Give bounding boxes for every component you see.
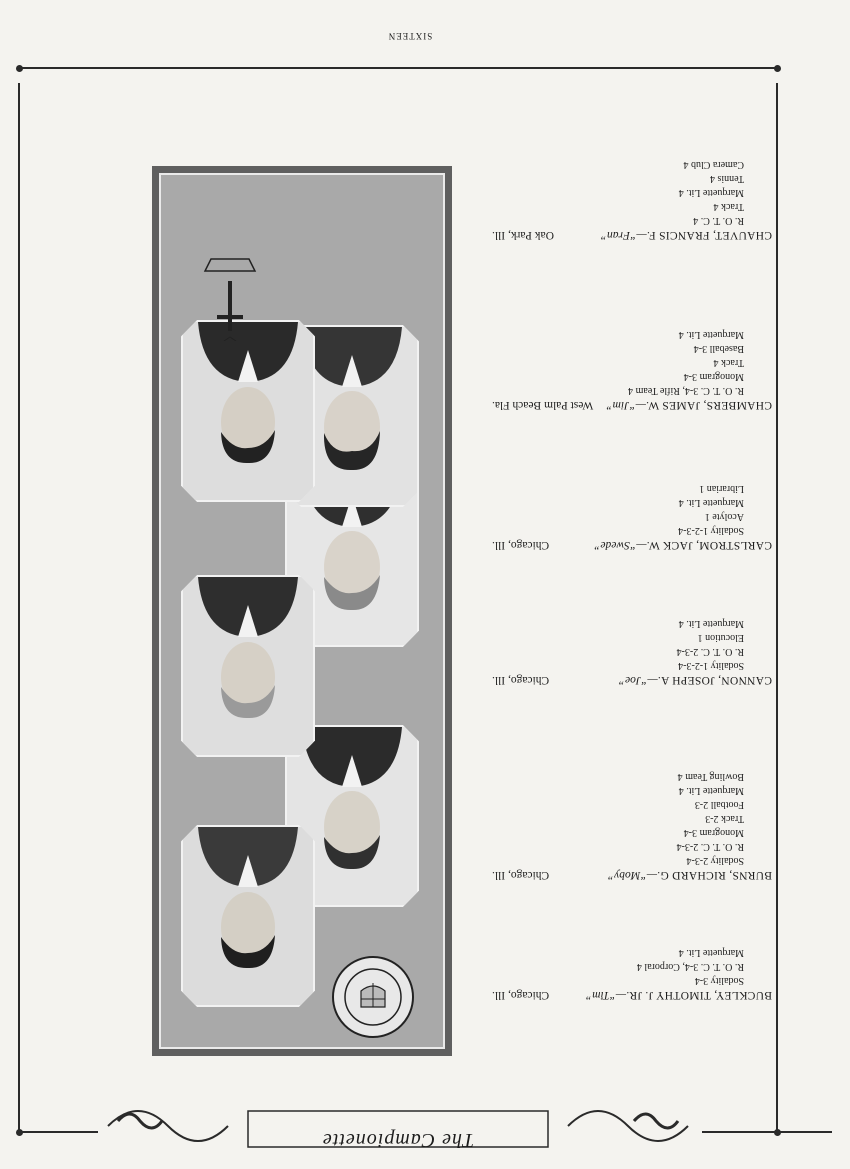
activity: Tennis 4 [709,173,744,184]
student-name: CARLSTROM, JACK W. [646,539,772,551]
header-banner [98,1101,698,1161]
activity: Marquette Lit. 4 [678,187,744,198]
activity: Sodality 1-2-3-4 [678,525,744,536]
photo-panel [152,166,452,1056]
corner-dot [16,1129,23,1136]
activity: Marquette Lit. 4 [678,785,744,796]
activity: Camera Club 4 [683,159,744,170]
activity: Elocution 1 [697,632,744,643]
activity: Track 4 [713,357,744,368]
student-name: CANNON, JOSEPH A. [657,674,772,686]
student-name: BURNS, RICHARD G. [656,869,772,881]
student-nickname: —“Fran” [600,229,647,241]
student-name: CHAUVET, FRANCIS F. [646,229,772,241]
cross-emblem-icon [195,251,265,341]
college-seal-icon [331,955,415,1039]
activity: Marquette Lit. 4 [678,329,744,340]
student-photo [181,575,315,757]
activity: Baseball 3-4 [693,343,744,354]
student-town: Chicago, Ill. [492,674,550,686]
header-title: The Campionette [321,1129,475,1151]
student-town: Oak Park, Ill. [492,229,554,241]
student-name: BUCKLEY, TIMOTHY J. JR. [626,989,772,1001]
student-town: Chicago, Ill. [492,869,550,881]
activity: Marquette Lit. 4 [678,497,744,508]
activity: Marquette Lit. 4 [678,618,744,629]
student-nickname: —“Swede” [594,539,647,551]
student-town: Chicago, Ill. [492,989,550,1001]
activity: Football 2-3 [694,799,744,810]
student-nickname: —“Jim” [606,399,646,411]
bottom-rule [18,67,778,69]
portrait-icon [183,827,313,1005]
student-nickname: —“Joe” [618,674,658,686]
left-rule [776,83,778,1133]
activity: Bowling Team 4 [677,771,744,782]
activity: R. O. T. C. 3-4, Rifle Team 4 [628,385,744,396]
portrait-icon [183,577,313,755]
activity: R. O. T. C. 3-4, Corporal 4 [636,961,744,972]
activity: Librarian 1 [699,483,744,494]
student-photo [181,320,315,502]
activity: Sodality 1-2-3-4 [678,660,744,671]
student-name: CHAMBERS, JAMES W. [645,399,772,411]
activity: Track 4 [713,201,744,212]
student-town: West Palm Beach Fla. [492,399,594,411]
activity: R. O. T. C. 2-3-4 [676,841,744,852]
activity: R. O. T. C. 4 [693,215,744,226]
top-rule-right [18,1131,98,1133]
activity: Acolyte 1 [704,511,744,522]
corner-dot [774,1129,781,1136]
activity: Sodality 3-4 [694,975,744,986]
corner-dot [774,65,781,72]
page-number: SIXTEEN [387,31,433,41]
portrait-icon [183,322,313,500]
student-nickname: —“Moby” [607,869,657,881]
student-nickname: —“Tim” [585,989,627,1001]
activity: R. O. T. C. 2-3-4 [676,646,744,657]
corner-dot [16,65,23,72]
right-rule [18,83,20,1133]
activity: Sodality 2-3-4 [686,855,744,866]
activity: Track 2-3 [705,813,744,824]
student-photo [181,825,315,1007]
activity: Monogram 3-4 [683,371,744,382]
activity: Monogram 3-4 [683,827,744,838]
student-town: Chicago, Ill. [492,539,550,551]
activity: Marquette Lit. 4 [678,947,744,958]
top-rule-left [702,1131,832,1133]
